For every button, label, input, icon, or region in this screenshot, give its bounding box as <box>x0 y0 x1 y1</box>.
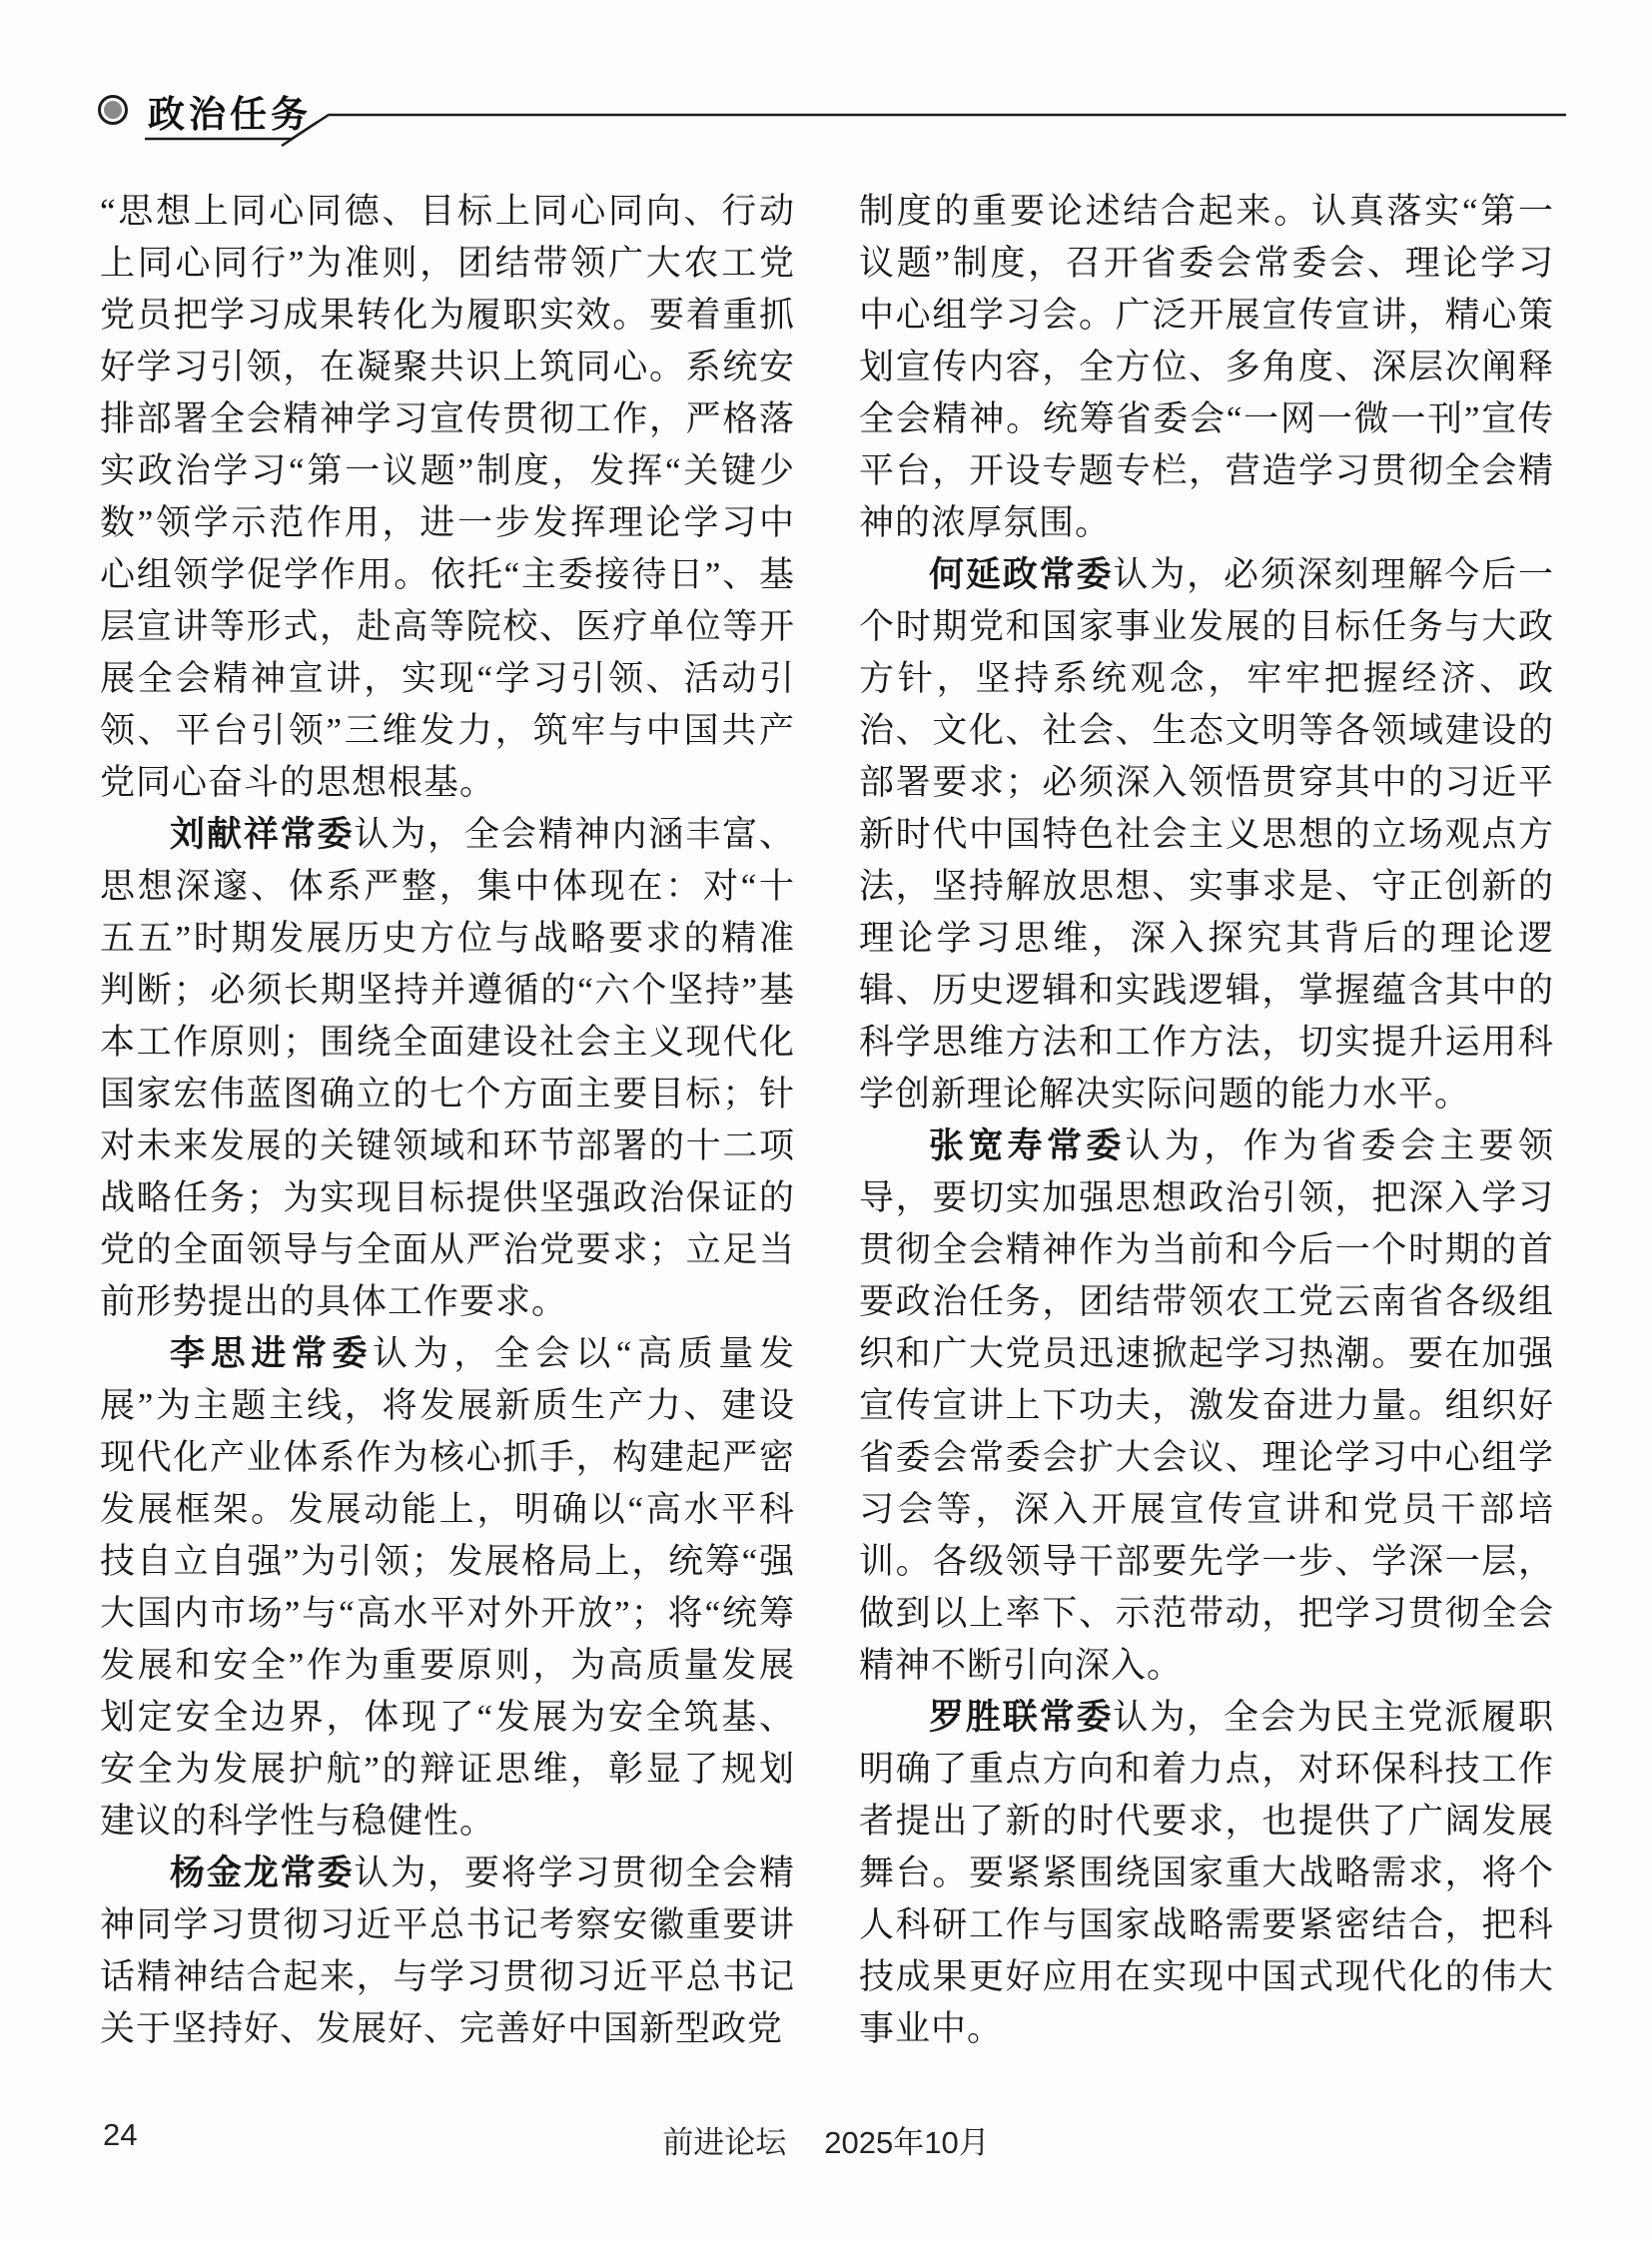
speaker-name: 张宽寿常委 <box>929 1126 1126 1165</box>
section-title: 政治任务 <box>148 94 312 135</box>
page-number: 24 <box>103 2117 138 2152</box>
paragraph: 制度的重要论述结合起来。认真落实“第一议题”制度，召开省委会常委会、理论学习中心组学习会。广泛开展宣传宣讲，精心策划宣传内容，全方位、多角度、深层次阐释全会精神。统筹省委会“一网一微一刊”宣传平台，开设专题专栏，营造学习贯彻全会精神的浓厚氛围。 <box>859 192 1554 542</box>
paragraph: 何延政常委认为，必须深刻理解今后一个时期党和国家事业发展的目标任务与大政方针，坚持系统观念，牢牢把握经济、政治、文化、社会、生态文明等各领域建设的部署要求；必须深入领悟贯穿其中的习近平新时代中国特色社会主义思想的立场观点方法，坚持解放思想、实事求是、守正创新的理论学习思维，深入探究其背后的理论逻辑、历史逻辑和实践逻辑，掌握蕴含其中的科学思维方法和工作方法，切实提升运用科学创新理论解决实际问题的能力水平。 <box>859 555 1554 1114</box>
paragraph: “思想上同心同德、目标上同心同向、行动上同心同行”为准则，团结带领广大农工党党员把学习成果转化为履职实效。要着重抓好学习引领，在凝聚共识上筑同心。系统安排部署全会精神学习宣传贯彻工作，严格落实政治学习“第一议题”制度，发挥“关键少数”领学示范作用，进一步发挥理论学习中心组领学促学作用。依托“主委接待日”、基层宣讲等形式，赴高等院校、医疗单位等开展全会精神宣讲，实现“学习引领、活动引领、平台引领”三维发力，筑牢与中国共产党同心奋斗的思想根基。 <box>100 192 795 802</box>
column-right <box>859 186 1554 2055</box>
paragraph: 李思进常委认为，全会以“高质量发展”为主题主线，将发展新质生产力、建设现代化产业体系作为核心抓手，构建起严密发展框架。发展动能上，明确以“高水平科技自立自强”为引领；发展格局上，统筹“强大国内市场”与“高水平对外开放”；将“统筹发展和安全”作为重要原则，为高质量发展划定安全边界，体现了“发展为安全筑基、安全为发展护航”的辩证思维，彰显了规划建议的科学性与稳健性。 <box>100 1334 795 1841</box>
paragraph: 张宽寿常委认为，作为省委会主要领导，要切实加强思想政治引领，把深入学习贯彻全会精神作为当前和今后一个时期的首要政治任务，团结带领农工党云南省各级组织和广大党员迅速掀起学习热潮。要在加强宣传宣讲上下功夫，激发奋进力量。组织好省委会常委会扩大会议、理论学习中心组学习会等，深入开展宣传宣讲和党员干部培训。各级领导干部要先学一步、学深一层，做到以上率下、示范带动，把学习贯彻全会精神不断引向深入。 <box>859 1126 1554 1685</box>
page-footer <box>0 2117 1652 2167</box>
speaker-name: 何延政常委 <box>929 555 1114 594</box>
paragraph: 罗胜联常委认为，全会为民主党派履职明确了重点方向和着力点，对环保科技工作者提出了新的时代要求，也提供了广阔发展舞台。要紧紧围绕国家重大战略需求，将个人科研工作与国家战略需要紧密结合，把科技成果更好应用在实现中国式现代化的伟大事业中。 <box>859 1698 1554 2048</box>
issue-date: 2025年10月 <box>824 2125 990 2160</box>
speaker-name: 刘献祥常委 <box>170 815 355 854</box>
column-left <box>100 186 795 2055</box>
footer-center <box>0 2117 1652 2162</box>
journal-title: 前进论坛 <box>662 2125 787 2160</box>
speaker-name: 李思进常委 <box>170 1334 374 1373</box>
paragraph: 刘献祥常委认为，全会精神内涵丰富、思想深邃、体系严整，集中体现在：对“十五五”时期发展历史方位与战略要求的精准判断；必须长期坚持并遵循的“六个坚持”基本工作原则；围绕全面建设社会主义现代化国家宏伟蓝图确立的七个方面主要目标；针对未来发展的关键领域和环节部署的十二项战略任务；为实现目标提供坚强政治保证的党的全面领导与全面从严治党要求；立足当前形势提出的具体工作要求。 <box>100 815 795 1321</box>
speaker-name: 杨金龙常委 <box>170 1854 355 1892</box>
speaker-name: 罗胜联常委 <box>929 1698 1114 1737</box>
header-divider-line <box>0 0 1652 170</box>
paragraph: 杨金龙常委认为，要将学习贯彻全会精神同学习贯彻习近平总书记考察安徽重要讲话精神结合起来，与学习贯彻习近平总书记关于坚持好、发展好、完善好中国新型政党 <box>100 1854 795 2048</box>
